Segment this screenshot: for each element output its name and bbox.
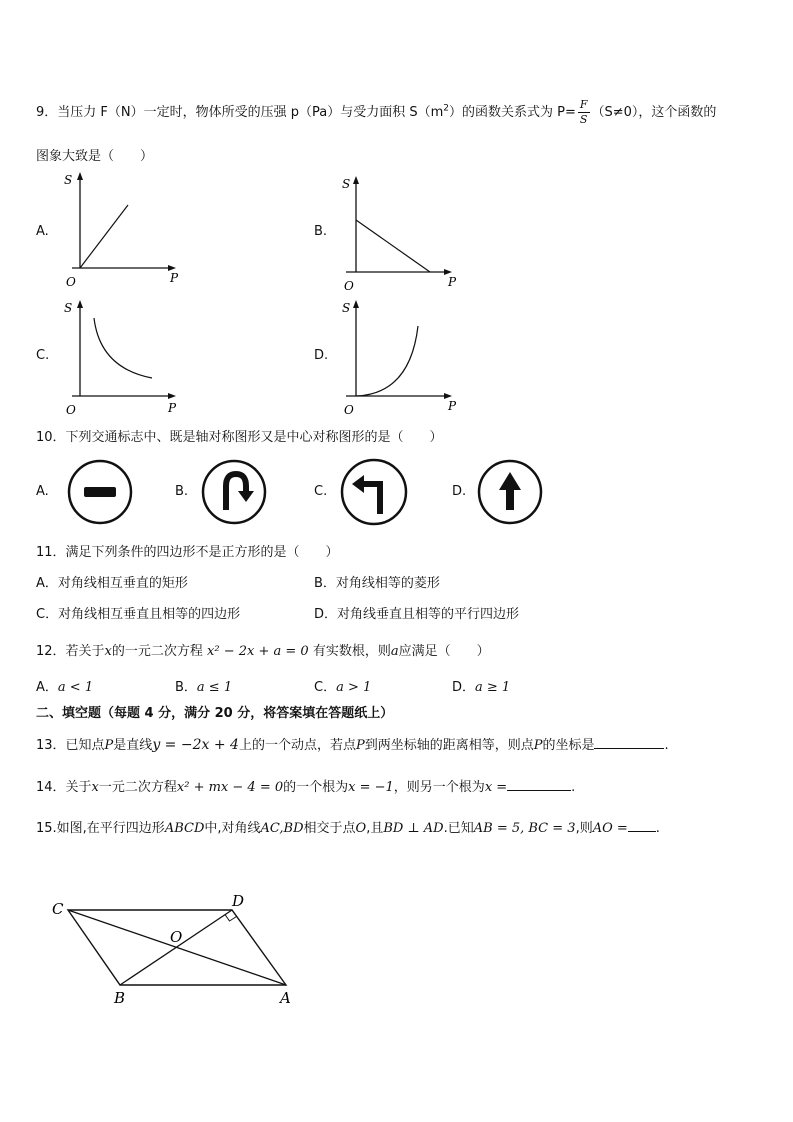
- q15-stem-b: 中,对角线: [204, 821, 261, 836]
- q9-graph-c: [60, 298, 190, 418]
- q12-option-b-value: a ≤ 1: [196, 680, 233, 695]
- q14-root: x = −1: [348, 780, 394, 795]
- label-c: C: [52, 900, 64, 918]
- q12-option-d-label: D．: [452, 680, 476, 695]
- label-o: O: [170, 928, 183, 946]
- q13-stem-e: 的坐标是: [542, 738, 595, 753]
- q9-option-a-label: A.: [36, 224, 49, 239]
- q15-stem: [36, 817, 660, 836]
- q15-stem-e: .已知: [443, 821, 474, 836]
- q9-stem: [36, 98, 716, 127]
- label-a: A: [280, 989, 291, 1007]
- q9-graph-a-x-label: P: [170, 271, 179, 285]
- q12-option-d-value: a ≥ 1: [475, 680, 511, 695]
- q15-point-o: O: [355, 821, 367, 836]
- q9-stem-mid: ）的函数关系式为 P=: [449, 105, 576, 120]
- q9-graph-b: [338, 174, 468, 294]
- q14-answer-blank[interactable]: [507, 778, 571, 791]
- q9-graph-c-x-label: P: [168, 401, 177, 415]
- q12-option-b: [175, 676, 232, 695]
- q15-ask: AO =: [592, 821, 628, 836]
- q9-stem-sup: 2: [443, 103, 449, 114]
- q11-stem: 11．满足下列条件的四边形不是正方形的是（ ）: [36, 545, 339, 560]
- q13-stem-b: 是直线: [113, 738, 153, 753]
- q14-answer-var: x =: [484, 780, 508, 795]
- q15-stem-f: ,则: [575, 821, 593, 836]
- q12-option-d: [452, 676, 510, 695]
- label-d: D: [232, 892, 245, 910]
- q9-frac-den: S: [579, 113, 588, 126]
- q14-stem-b: 一元二次方程: [98, 780, 177, 795]
- q12-option-b-label: B．: [175, 680, 197, 695]
- q9-option-d-label: D.: [314, 348, 329, 363]
- q9-graph-a-y-label: S: [64, 173, 73, 187]
- q11-option-c: C．对角线相互垂直且相等的四边形: [36, 607, 241, 622]
- q9-fraction: [578, 98, 590, 127]
- q9-stem-after: （S≠0），这个函数的: [591, 105, 717, 120]
- q14-stem-a: 14．关于: [36, 780, 92, 795]
- q15-answer-blank[interactable]: [628, 819, 656, 832]
- q12-option-c: [314, 676, 371, 695]
- q13-stem-d: 到两坐标轴的距离相等，则点: [364, 738, 534, 753]
- q9-graph-c-y-label: S: [64, 301, 73, 315]
- q12-option-a: [36, 676, 93, 695]
- straight-ahead-sign-icon: [476, 458, 544, 526]
- q15-diagonals: AC,BD: [260, 821, 304, 836]
- q12-option-c-label: C．: [314, 680, 337, 695]
- q9-option-b-label: B.: [314, 224, 328, 239]
- q12-stem: [36, 640, 490, 659]
- q12-var-x: x: [104, 644, 112, 659]
- q15-stem-d: ,且: [366, 821, 384, 836]
- q11-option-a: A．对角线相互垂直的矩形: [36, 576, 188, 591]
- q12-stem-d: 应满足（ ）: [398, 644, 490, 659]
- q10-option-a-label: A.: [36, 484, 49, 499]
- q13-end: .: [664, 738, 669, 753]
- q12-var-a: a: [390, 644, 399, 659]
- u-turn-sign-icon: [200, 458, 268, 526]
- horizontal-bar-sign-icon: [66, 458, 134, 526]
- q13-stem-a: 13．已知点: [36, 738, 105, 753]
- q9-option-c-label: C.: [36, 348, 50, 363]
- q11-option-d: D．对角线垂直且相等的平行四边形: [314, 607, 520, 622]
- q11-option-b: B．对角线相等的菱形: [314, 576, 440, 591]
- q9-graph-d-x-label: P: [448, 399, 457, 413]
- q14-end: .: [571, 780, 576, 795]
- q13-answer-blank[interactable]: [594, 736, 664, 749]
- q12-stem-c: 有实数根，则: [312, 644, 391, 659]
- q13-stem-c: 上的一个动点，若点: [238, 738, 356, 753]
- q9-graph-b-y-label: S: [342, 177, 351, 191]
- q14-stem: [36, 776, 575, 795]
- q14-stem-c: 的一个根为: [283, 780, 349, 795]
- label-b: B: [114, 989, 126, 1007]
- q10-stem: 10．下列交通标志中、既是轴对称图形又是中心对称图形的是（ ）: [36, 430, 443, 445]
- section2-heading: 二、填空题（每题 4 分，满分 20 分，将答案填在答题纸上）: [36, 706, 394, 721]
- q13-stem: [36, 734, 669, 753]
- q14-equation: x² + mx − 4 = 0: [176, 780, 284, 795]
- q9-graph-c-origin: O: [66, 403, 76, 417]
- q15-perp: BD ⊥ AD: [383, 821, 444, 836]
- q12-option-c-value: a > 1: [336, 680, 372, 695]
- q10-option-d-label: D.: [452, 484, 467, 499]
- q13-point-p-2: P: [355, 738, 365, 753]
- turn-left-sign-icon: [338, 458, 410, 526]
- q13-point-p-3: P: [533, 738, 543, 753]
- q12-option-a-value: a < 1: [57, 680, 94, 695]
- q9-graph-d: [338, 298, 468, 418]
- q9-graph-d-y-label: S: [342, 301, 351, 315]
- q13-equation: y = −2x + 4: [152, 737, 239, 753]
- q15-parallelogram-figure: [40, 890, 310, 1010]
- q9-graph-b-x-label: P: [448, 275, 457, 289]
- q9-stem-line2: 图象大致是（ ）: [36, 149, 154, 164]
- q14-var-x: x: [91, 780, 99, 795]
- q9-frac-num: F: [579, 98, 588, 111]
- q14-stem-d: ，则另一个根为: [393, 780, 485, 795]
- q10-option-c-label: C.: [314, 484, 328, 499]
- q15-given: AB = 5, BC = 3: [473, 821, 576, 836]
- q12-option-a-label: A．: [36, 680, 58, 695]
- diagonal-bd: [120, 910, 232, 985]
- q9-graph-b-origin: O: [344, 279, 354, 293]
- q10-option-b-label: B.: [175, 484, 189, 499]
- q15-end: .: [655, 821, 660, 836]
- q12-stem-a: 12．若关于: [36, 644, 105, 659]
- q9-graph-a-origin: O: [66, 275, 76, 289]
- q9-graph-a: [60, 170, 190, 290]
- right-angle-mark: [225, 915, 237, 922]
- q13-point-p: P: [104, 738, 114, 753]
- q15-stem-a: 15.如图,在平行四边形: [36, 821, 165, 836]
- q12-stem-b: 的一元二次方程: [111, 644, 203, 659]
- q15-shape: ABCD: [164, 821, 205, 836]
- q12-equation: x² − 2x + a = 0: [207, 644, 309, 659]
- q9-graph-d-origin: O: [344, 403, 354, 417]
- q15-stem-c: 相交于点: [303, 821, 356, 836]
- q9-stem-before: 9．当压力 F（N）一定时，物体所受的压强 p（Pa）与受力面积 S（m: [36, 105, 444, 120]
